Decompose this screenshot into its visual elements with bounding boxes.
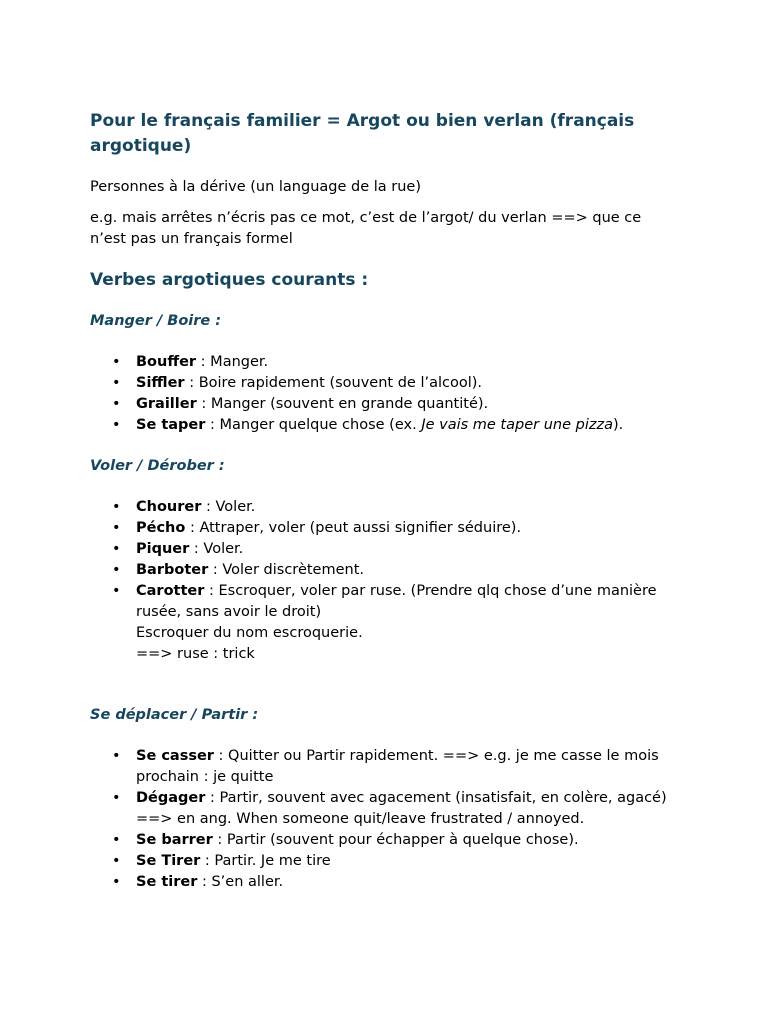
bullet-icon: • [112,853,121,869]
term: Se Tirer [136,853,201,869]
intro-paragraph-2: e.g. mais arrêtes n’écris pas ce mot, c’est de l’argot/ du verlan ==> que ce n’est pas un français formel [90,210,642,247]
list-item [90,394,680,415]
definition: : S’en aller. [197,874,284,890]
definition: : Manger. [196,354,269,370]
list-item [90,830,680,851]
definition: : Partir, souvent avec agacement (insatisfait, en colère, agacé) ==> en ang. When someone quit/leave frustrated / annoyed. [136,790,667,827]
list-item [90,373,680,394]
term: Grailler [136,396,197,412]
definition-extra-2: ==> ruse : trick [136,646,255,662]
list-item [90,518,680,539]
definition-tail: ). [612,417,624,433]
term: Piquer [136,541,190,557]
definition: : Voler. [201,499,256,515]
list-item [90,497,680,518]
term: Se taper [136,417,206,433]
document-page [90,109,680,893]
term: Se tirer [136,874,198,890]
list-item [90,539,680,560]
bullet-icon: • [112,562,121,578]
group-heading-deplacer: Se déplacer / Partir : [90,707,259,723]
term: Siffler [136,375,185,391]
group-heading-manger: Manger / Boire : [90,313,222,329]
list-item [90,415,680,436]
example: Je vais me taper une pizza [421,417,613,433]
term: Chourer [136,499,202,515]
definition: : Manger quelque chose (ex. [205,417,422,433]
definition: : Voler. [189,541,244,557]
bullet-icon: • [112,874,121,890]
definition: : Partir (souvent pour échapper à quelque chose). [212,832,579,848]
term: Dégager [136,790,206,806]
intro-paragraph-1: Personnes à la dérive (un language de la rue) [90,179,421,195]
bullet-icon: • [112,520,121,536]
definition: : Boire rapidement (souvent de l’alcool). [184,375,483,391]
list-item [90,872,680,893]
list-item [90,851,680,872]
term: Se barrer [136,832,213,848]
group-heading-voler: Voler / Dérober : [90,458,225,474]
definition-extra-1: Escroquer du nom escroquerie. [136,625,363,641]
list-item [90,352,680,373]
term: Pécho [136,520,186,536]
term: Carotter [136,583,205,599]
list-item [90,581,680,665]
group-list-manger [90,352,680,436]
list-item [90,560,680,581]
bullet-icon: • [112,541,121,557]
bullet-icon: • [112,354,121,370]
bullet-icon: • [112,375,121,391]
definition: : Voler discrètement. [208,562,364,578]
bullet-icon: • [112,499,121,515]
bullet-icon: • [112,417,121,433]
document-title: Pour le français familier = Argot ou bien verlan (français argotique) [90,111,635,156]
bullet-icon: • [112,396,121,412]
section-title: Verbes argotiques courants : [90,270,369,290]
list-item [90,788,680,830]
definition: : Attraper, voler (peut aussi signifier séduire). [185,520,522,536]
term: Se casser [136,748,214,764]
group-list-voler [90,497,680,665]
bullet-icon: • [112,748,121,764]
bullet-icon: • [112,790,121,806]
bullet-icon: • [112,583,121,599]
definition: : Manger (souvent en grande quantité). [196,396,489,412]
list-item [90,746,680,788]
term: Barboter [136,562,209,578]
group-list-deplacer [90,746,680,893]
definition: : Escroquer, voler par ruse. (Prendre qlq chose d’une manière rusée, sans avoir le droit) [136,583,657,620]
bullet-icon: • [112,832,121,848]
definition: : Quitter ou Partir rapidement. ==> e.g. je me casse le mois prochain : je quitte [136,748,659,785]
term: Bouffer [136,354,197,370]
definition: : Partir. Je me tire [200,853,331,869]
